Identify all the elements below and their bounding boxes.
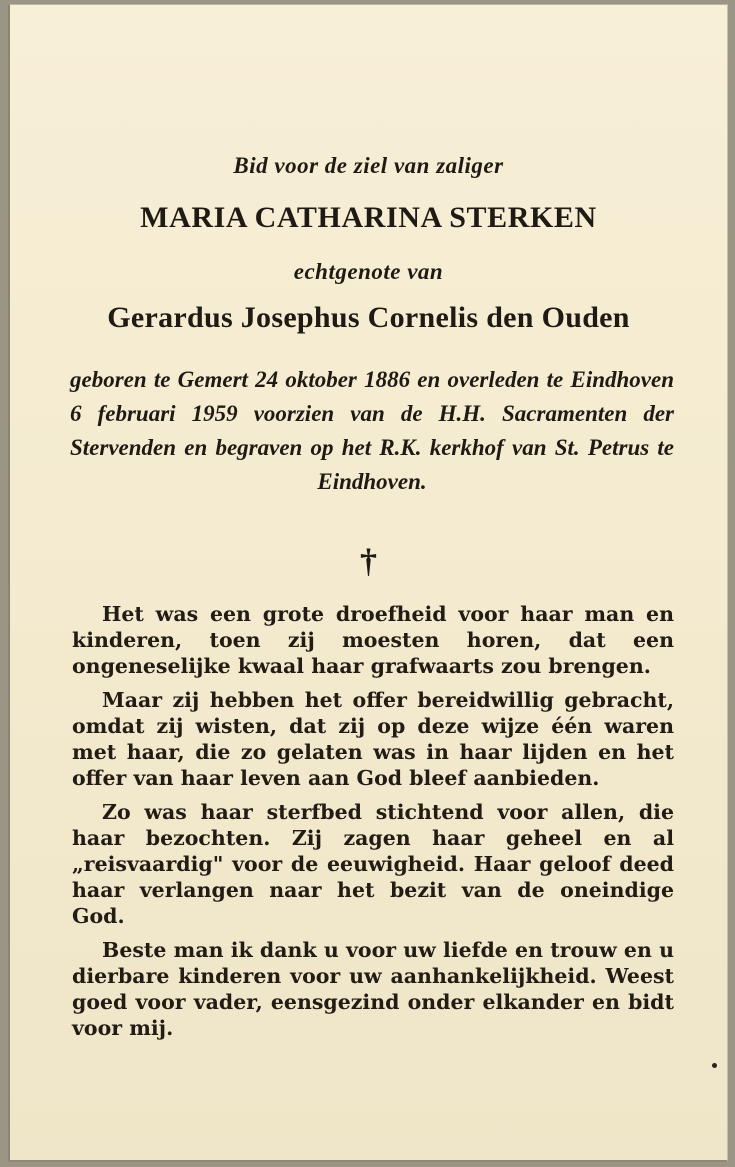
cross-icon: † — [360, 543, 377, 580]
deceased-name: MARIA CATHARINA STERKEN — [140, 201, 597, 234]
spouse-intro: echtgenote van — [293, 259, 444, 284]
prayer-intro: Bid voor de ziel van zaliger — [233, 153, 504, 178]
paragraph: Beste man ik dank u voor uw liefde en trouw en u dierbare kinderen voor uw aanhankelijkheid. Weest goed voor vader, eensgezind onder elkander en bidt voor mij. — [72, 938, 674, 1040]
ink-speck — [712, 1063, 717, 1068]
life-dates-text: geboren te Gemert 24 oktober 1886 en overleden te Eindhoven 6 februari 1959 voorzien van de H.H. Sacramenten der Stervenden en begraven op het R.K. kerkhof van St. Petrus te Eindhoven. — [70, 367, 674, 494]
paragraph: Het was een grote droefheid voor haar man en kinderen, toen zij moesten horen, dat een ongeneselijke kwaal haar grafwaarts zou brengen. — [72, 602, 674, 678]
memorial-text — [72, 601, 674, 1049]
memorial-card — [8, 4, 728, 1162]
paragraph: Zo was haar sterfbed stichtend voor allen, die haar bezochten. Zij zagen haar geheel en al „reisvaardig" voor de eeuwigheid. Haar geloof deed haar verlangen naar het bezit van de oneindige God. — [72, 800, 674, 928]
paragraph: Maar zij hebben het offer bereidwillig gebracht, omdat zij wisten, dat zij op deze wijze één waren met haar, die zo gelaten was in haar lijden en het offer van haar leven aan God bleef aanbieden. — [72, 688, 674, 790]
spouse-name: Gerardus Josephus Cornelis den Ouden — [107, 301, 630, 334]
